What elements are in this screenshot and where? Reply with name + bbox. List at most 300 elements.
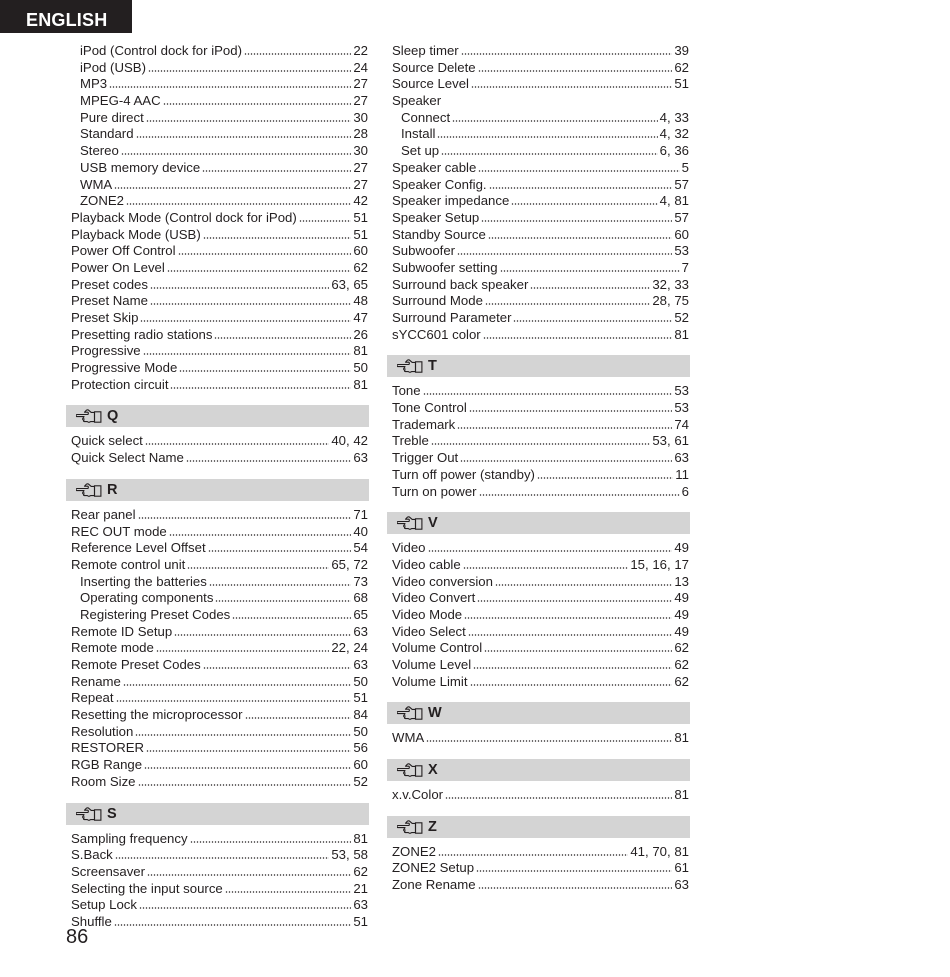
dot-leader	[511, 196, 657, 205]
index-term: Registering Preset Codes	[80, 606, 231, 622]
pointing-hand-icon	[76, 807, 102, 821]
index-term: Repeat	[71, 690, 114, 706]
page-reference: 49	[674, 606, 689, 622]
dot-leader	[123, 677, 351, 686]
index-entry	[387, 624, 690, 641]
index-term: sYCC601 color	[392, 326, 481, 342]
index-entry	[387, 43, 690, 60]
dot-leader	[473, 660, 672, 669]
index-term: ZONE2	[392, 843, 436, 859]
dot-leader	[483, 330, 673, 339]
index-entry	[66, 914, 369, 931]
index-entry	[387, 433, 690, 450]
page-reference: 81	[674, 326, 689, 342]
index-term: Preset Skip	[71, 310, 139, 325]
page-reference: 63, 65	[331, 276, 368, 292]
index-entry	[66, 881, 369, 898]
index-subentry	[66, 590, 369, 607]
dot-leader	[147, 867, 351, 876]
page-reference: 51	[353, 209, 368, 225]
page-reference: 63	[353, 897, 368, 913]
index-entry	[387, 417, 690, 434]
section-header-z	[387, 816, 690, 838]
page-number: 86	[66, 926, 89, 948]
page-reference: 57	[674, 176, 689, 192]
dot-leader	[169, 527, 352, 536]
page-reference: 53, 58	[331, 847, 368, 863]
index-entry	[387, 540, 690, 557]
index-subentry	[66, 177, 369, 194]
index-subentry	[66, 43, 369, 60]
index-entry	[66, 831, 369, 848]
index-subentry	[387, 143, 690, 160]
index-entry	[387, 277, 690, 294]
page-reference: 81	[353, 343, 368, 359]
index-entry	[387, 640, 690, 657]
dot-leader	[513, 313, 672, 322]
dot-leader	[478, 63, 673, 72]
page-reference: 51	[674, 76, 689, 92]
index-entry	[387, 590, 690, 607]
index-entry	[387, 860, 690, 877]
page-reference: 27	[353, 76, 368, 92]
dot-leader	[146, 113, 352, 122]
index-term: Operating components	[80, 590, 214, 606]
dot-leader	[445, 790, 672, 799]
page-reference: 63	[353, 657, 368, 672]
index-entry	[66, 707, 369, 724]
pointing-hand-icon	[397, 820, 423, 834]
index-entry	[66, 343, 369, 360]
index-term: Shuffle	[71, 913, 112, 929]
index-term: Presetting radio stations	[71, 326, 213, 342]
dot-leader	[244, 46, 351, 55]
dot-leader	[423, 386, 673, 395]
index-entry	[66, 774, 369, 791]
index-entry	[66, 847, 369, 864]
index-entry	[66, 674, 369, 691]
dot-leader	[428, 543, 673, 552]
index-entry	[66, 740, 369, 757]
section-letter: W	[428, 705, 442, 722]
index-entry	[387, 383, 690, 400]
dot-leader	[187, 560, 329, 569]
dot-leader	[138, 777, 352, 786]
index-term: Rename	[71, 673, 121, 689]
page-reference: 51	[353, 690, 368, 706]
page-reference: 62	[674, 673, 689, 689]
index-subentry	[66, 60, 369, 77]
index-entry	[387, 310, 690, 327]
dot-leader	[163, 96, 352, 105]
page-reference: 81	[353, 830, 368, 846]
index-term: Volume Limit	[392, 673, 468, 689]
index-term: Remote mode	[71, 640, 154, 656]
index-entry	[387, 484, 690, 501]
index-entry	[66, 557, 369, 574]
index-column-right	[387, 43, 690, 894]
index-entry	[387, 730, 690, 747]
index-entry	[387, 450, 690, 467]
index-term: Trademark	[392, 416, 456, 432]
index-column-left	[66, 43, 369, 931]
index-entry	[387, 844, 690, 861]
index-term: Volume Control	[392, 640, 483, 656]
index-term: Video Mode	[392, 606, 463, 622]
page-reference: 27	[353, 93, 368, 109]
dot-leader	[121, 146, 351, 155]
page-reference: 62	[674, 657, 689, 672]
page-reference: 4, 32	[659, 126, 689, 142]
pointing-hand-icon	[397, 763, 423, 777]
dot-leader	[530, 280, 650, 289]
index-entry	[387, 574, 690, 591]
page-reference: 15, 16, 17	[630, 556, 689, 572]
dot-leader	[464, 610, 672, 619]
dot-leader	[431, 436, 650, 445]
index-entry	[66, 327, 369, 344]
index-entry	[66, 277, 369, 294]
index-term: Setup Lock	[71, 897, 137, 913]
dot-leader	[114, 917, 352, 926]
index-term: RGB Range	[71, 757, 143, 773]
dot-leader	[139, 900, 351, 909]
page-reference: 52	[674, 310, 689, 325]
page-reference: 30	[353, 143, 368, 159]
index-term: Surround Mode	[392, 293, 483, 309]
index-entry	[387, 657, 690, 674]
page-reference: 49	[674, 540, 689, 556]
index-term: x.v.Color	[392, 787, 444, 803]
index-entry	[387, 877, 690, 894]
page-reference: 5	[681, 159, 689, 175]
dot-leader	[478, 163, 679, 172]
dot-leader	[225, 884, 352, 893]
index-term: Install	[401, 126, 436, 142]
index-term: ZONE2	[80, 193, 124, 209]
dot-leader	[146, 743, 351, 752]
index-term: Video conversion	[392, 573, 493, 589]
index-term: WMA	[80, 176, 113, 192]
index-entry	[66, 293, 369, 310]
dot-leader	[437, 129, 657, 138]
page-reference: 61	[674, 860, 689, 876]
dot-leader	[299, 213, 352, 222]
language-tab: ENGLISH	[0, 0, 132, 33]
dot-leader	[457, 420, 672, 429]
page-reference: 7	[681, 259, 689, 275]
index-term: Sleep timer	[392, 43, 459, 58]
index-term: Preset Name	[71, 293, 148, 309]
index-entry	[387, 260, 690, 277]
page-reference: 74	[674, 416, 689, 432]
dot-leader	[215, 593, 351, 602]
index-entry	[387, 557, 690, 574]
dot-leader	[156, 643, 330, 652]
dot-leader	[116, 693, 352, 702]
page-reference: 53	[674, 400, 689, 416]
index-entry	[387, 227, 690, 244]
dot-leader	[463, 560, 629, 569]
index-entry	[66, 640, 369, 657]
index-entry	[66, 260, 369, 277]
index-term: Video cable	[392, 556, 461, 572]
page-reference: 57	[674, 209, 689, 225]
dot-leader	[203, 660, 352, 669]
index-term: Surround back speaker	[392, 276, 529, 292]
pointing-hand-icon	[397, 706, 423, 720]
page-reference: 21	[353, 880, 368, 896]
page-reference: 50	[353, 723, 368, 739]
dot-leader	[441, 146, 658, 155]
index-subentry	[66, 574, 369, 591]
dot-leader	[468, 627, 673, 636]
index-entry	[66, 724, 369, 741]
index-entry	[66, 210, 369, 227]
index-term: ZONE2 Setup	[392, 860, 475, 876]
dot-leader	[469, 403, 673, 412]
dot-leader	[477, 593, 672, 602]
index-entry	[387, 293, 690, 310]
page-reference: 41, 70, 81	[630, 843, 689, 859]
index-term: Power Off Control	[71, 243, 176, 259]
page-reference: 53	[674, 243, 689, 259]
index-term: Playback Mode (USB)	[71, 226, 201, 242]
index-term: Treble	[392, 433, 429, 449]
section-header-s	[66, 803, 369, 825]
page-reference: 26	[353, 326, 368, 342]
index-term: Selecting the input source	[71, 880, 223, 896]
page-reference: 6, 36	[659, 143, 689, 159]
page-reference: 24	[353, 59, 368, 75]
index-term: Volume Level	[392, 657, 472, 672]
index-entry	[387, 210, 690, 227]
page-reference: 22, 24	[331, 640, 368, 656]
dot-leader	[174, 627, 351, 636]
dot-leader	[438, 847, 628, 856]
index-subentry	[387, 126, 690, 143]
index-entry	[387, 60, 690, 77]
page-reference: 60	[353, 243, 368, 259]
page-reference: 49	[674, 623, 689, 639]
index-entry	[66, 360, 369, 377]
dot-leader	[186, 453, 351, 462]
dot-leader	[476, 863, 672, 872]
index-term: Standard	[80, 126, 134, 142]
pointing-hand-icon	[76, 483, 102, 497]
page-reference: 52	[353, 773, 368, 789]
page-reference: 54	[353, 540, 368, 556]
dot-leader	[115, 850, 330, 859]
page-reference: 6	[681, 483, 689, 499]
dot-leader	[461, 46, 673, 55]
index-entry	[66, 897, 369, 914]
dot-leader	[179, 363, 351, 372]
index-term: S.Back	[71, 847, 113, 863]
pointing-hand-icon	[397, 359, 423, 373]
index-entry	[66, 757, 369, 774]
dot-leader	[143, 346, 352, 355]
index-entry	[66, 433, 369, 450]
page-reference: 71	[353, 506, 368, 522]
page-reference: 40, 42	[331, 433, 368, 449]
page-reference: 68	[353, 590, 368, 606]
index-term: Resolution	[71, 723, 134, 739]
page-reference: 62	[353, 863, 368, 879]
section-letter: R	[107, 481, 118, 498]
index-term: iPod (USB)	[80, 59, 146, 75]
page-reference: 50	[353, 673, 368, 689]
index-term: Stereo	[80, 143, 119, 159]
pointing-hand-icon	[397, 516, 423, 530]
index-term: Pure direct	[80, 109, 144, 125]
section-header-q	[66, 405, 369, 427]
index-term: Subwoofer setting	[392, 259, 498, 275]
dot-leader	[426, 733, 672, 742]
index-entry	[66, 624, 369, 641]
section-header-w	[387, 702, 690, 724]
page-reference: 11	[675, 466, 689, 482]
dot-leader	[170, 380, 351, 389]
dot-leader	[140, 313, 351, 322]
dot-leader	[214, 330, 351, 339]
index-term: Room Size	[71, 773, 136, 789]
index-term: Set up	[401, 143, 440, 159]
dot-leader	[203, 230, 352, 239]
dot-leader	[484, 643, 672, 652]
index-entry	[387, 243, 690, 260]
index-term: Turn off power (standby)	[392, 466, 535, 482]
dot-leader	[457, 246, 672, 255]
dot-leader	[537, 470, 673, 479]
dot-leader	[135, 727, 351, 736]
page-reference: 56	[353, 740, 368, 756]
pointing-hand-icon	[76, 409, 102, 423]
index-term: Sampling frequency	[71, 830, 188, 846]
section-header-r	[66, 479, 369, 501]
index-entry	[66, 540, 369, 557]
dot-leader	[114, 180, 351, 189]
index-heading	[387, 93, 690, 110]
dot-leader	[209, 577, 352, 586]
index-entry	[387, 467, 690, 484]
page-reference: 32, 33	[652, 276, 689, 292]
section-letter: S	[107, 805, 117, 822]
page-reference: 4, 81	[659, 193, 689, 209]
dot-leader	[245, 710, 352, 719]
section-letter: T	[428, 358, 437, 375]
dot-leader	[452, 113, 658, 122]
index-term: Tone	[392, 383, 421, 399]
index-term: Quick select	[71, 433, 143, 449]
index-term: Video Select	[392, 623, 466, 639]
index-term: Zone Rename	[392, 877, 476, 893]
index-term: Speaker	[392, 93, 442, 109]
dot-leader	[478, 880, 673, 889]
index-term: Trigger Out	[392, 450, 459, 466]
dot-leader	[460, 453, 672, 462]
index-term: Video Convert	[392, 590, 476, 606]
index-entry	[387, 177, 690, 194]
dot-leader	[488, 230, 672, 239]
page-reference: 30	[353, 109, 368, 125]
dot-leader	[150, 280, 329, 289]
section-header-v	[387, 512, 690, 534]
dot-leader	[481, 213, 672, 222]
dot-leader	[232, 610, 351, 619]
index-entry	[387, 787, 690, 804]
index-term: WMA	[392, 730, 425, 746]
dot-leader	[202, 163, 351, 172]
index-subentry	[66, 93, 369, 110]
index-term: Screensaver	[71, 863, 146, 879]
index-term: Speaker impedance	[392, 193, 510, 209]
dot-leader	[144, 760, 351, 769]
page-reference: 27	[353, 176, 368, 192]
page-reference: 62	[674, 59, 689, 75]
dot-leader	[470, 677, 673, 686]
index-term: Remote control unit	[71, 556, 186, 572]
index-term: Progressive Mode	[71, 360, 178, 376]
index-term: Power On Level	[71, 259, 165, 275]
index-term: USB memory device	[80, 159, 201, 175]
page-reference: 40	[353, 523, 368, 539]
page-reference: 28	[353, 126, 368, 142]
index-term: Surround Parameter	[392, 310, 512, 325]
index-term: Connect	[401, 109, 451, 125]
index-term: REC OUT mode	[71, 523, 167, 539]
index-term: Turn on power	[392, 483, 477, 499]
page-reference: 28, 75	[652, 293, 689, 309]
dot-leader	[167, 263, 352, 272]
section-header-t	[387, 355, 690, 377]
dot-leader	[479, 487, 680, 496]
index-term: Speaker Setup	[392, 209, 480, 225]
dot-leader	[178, 246, 352, 255]
index-subentry	[66, 76, 369, 93]
page-reference: 22	[353, 43, 368, 58]
index-term: Source Delete	[392, 59, 476, 75]
dot-leader	[495, 577, 672, 586]
dot-leader	[485, 296, 650, 305]
index-term: Progressive	[71, 343, 141, 359]
index-term: Video	[392, 540, 426, 556]
dot-leader	[109, 79, 351, 88]
page-reference: 39	[674, 43, 689, 58]
index-term: Playback Mode (Control dock for iPod)	[71, 209, 297, 225]
index-term: Reference Level Offset	[71, 540, 206, 556]
page-reference: 53	[674, 383, 689, 399]
page-reference: 50	[353, 360, 368, 376]
dot-leader	[150, 296, 351, 305]
index-term: Source Level	[392, 76, 469, 92]
index-term: Quick Select Name	[71, 450, 184, 466]
index-term: Remote Preset Codes	[71, 657, 201, 672]
index-term: RESTORER	[71, 740, 145, 756]
index-entry	[66, 310, 369, 327]
page-reference: 63	[674, 877, 689, 893]
index-term: Preset codes	[71, 276, 148, 292]
page-reference: 4, 33	[659, 109, 689, 125]
index-subentry	[66, 607, 369, 624]
index-entry	[387, 327, 690, 344]
index-entry	[66, 864, 369, 881]
page-reference: 51	[353, 226, 368, 242]
dot-leader	[145, 436, 330, 445]
page-reference: 81	[674, 730, 689, 746]
page-reference: 65	[353, 606, 368, 622]
index-entry	[387, 674, 690, 691]
